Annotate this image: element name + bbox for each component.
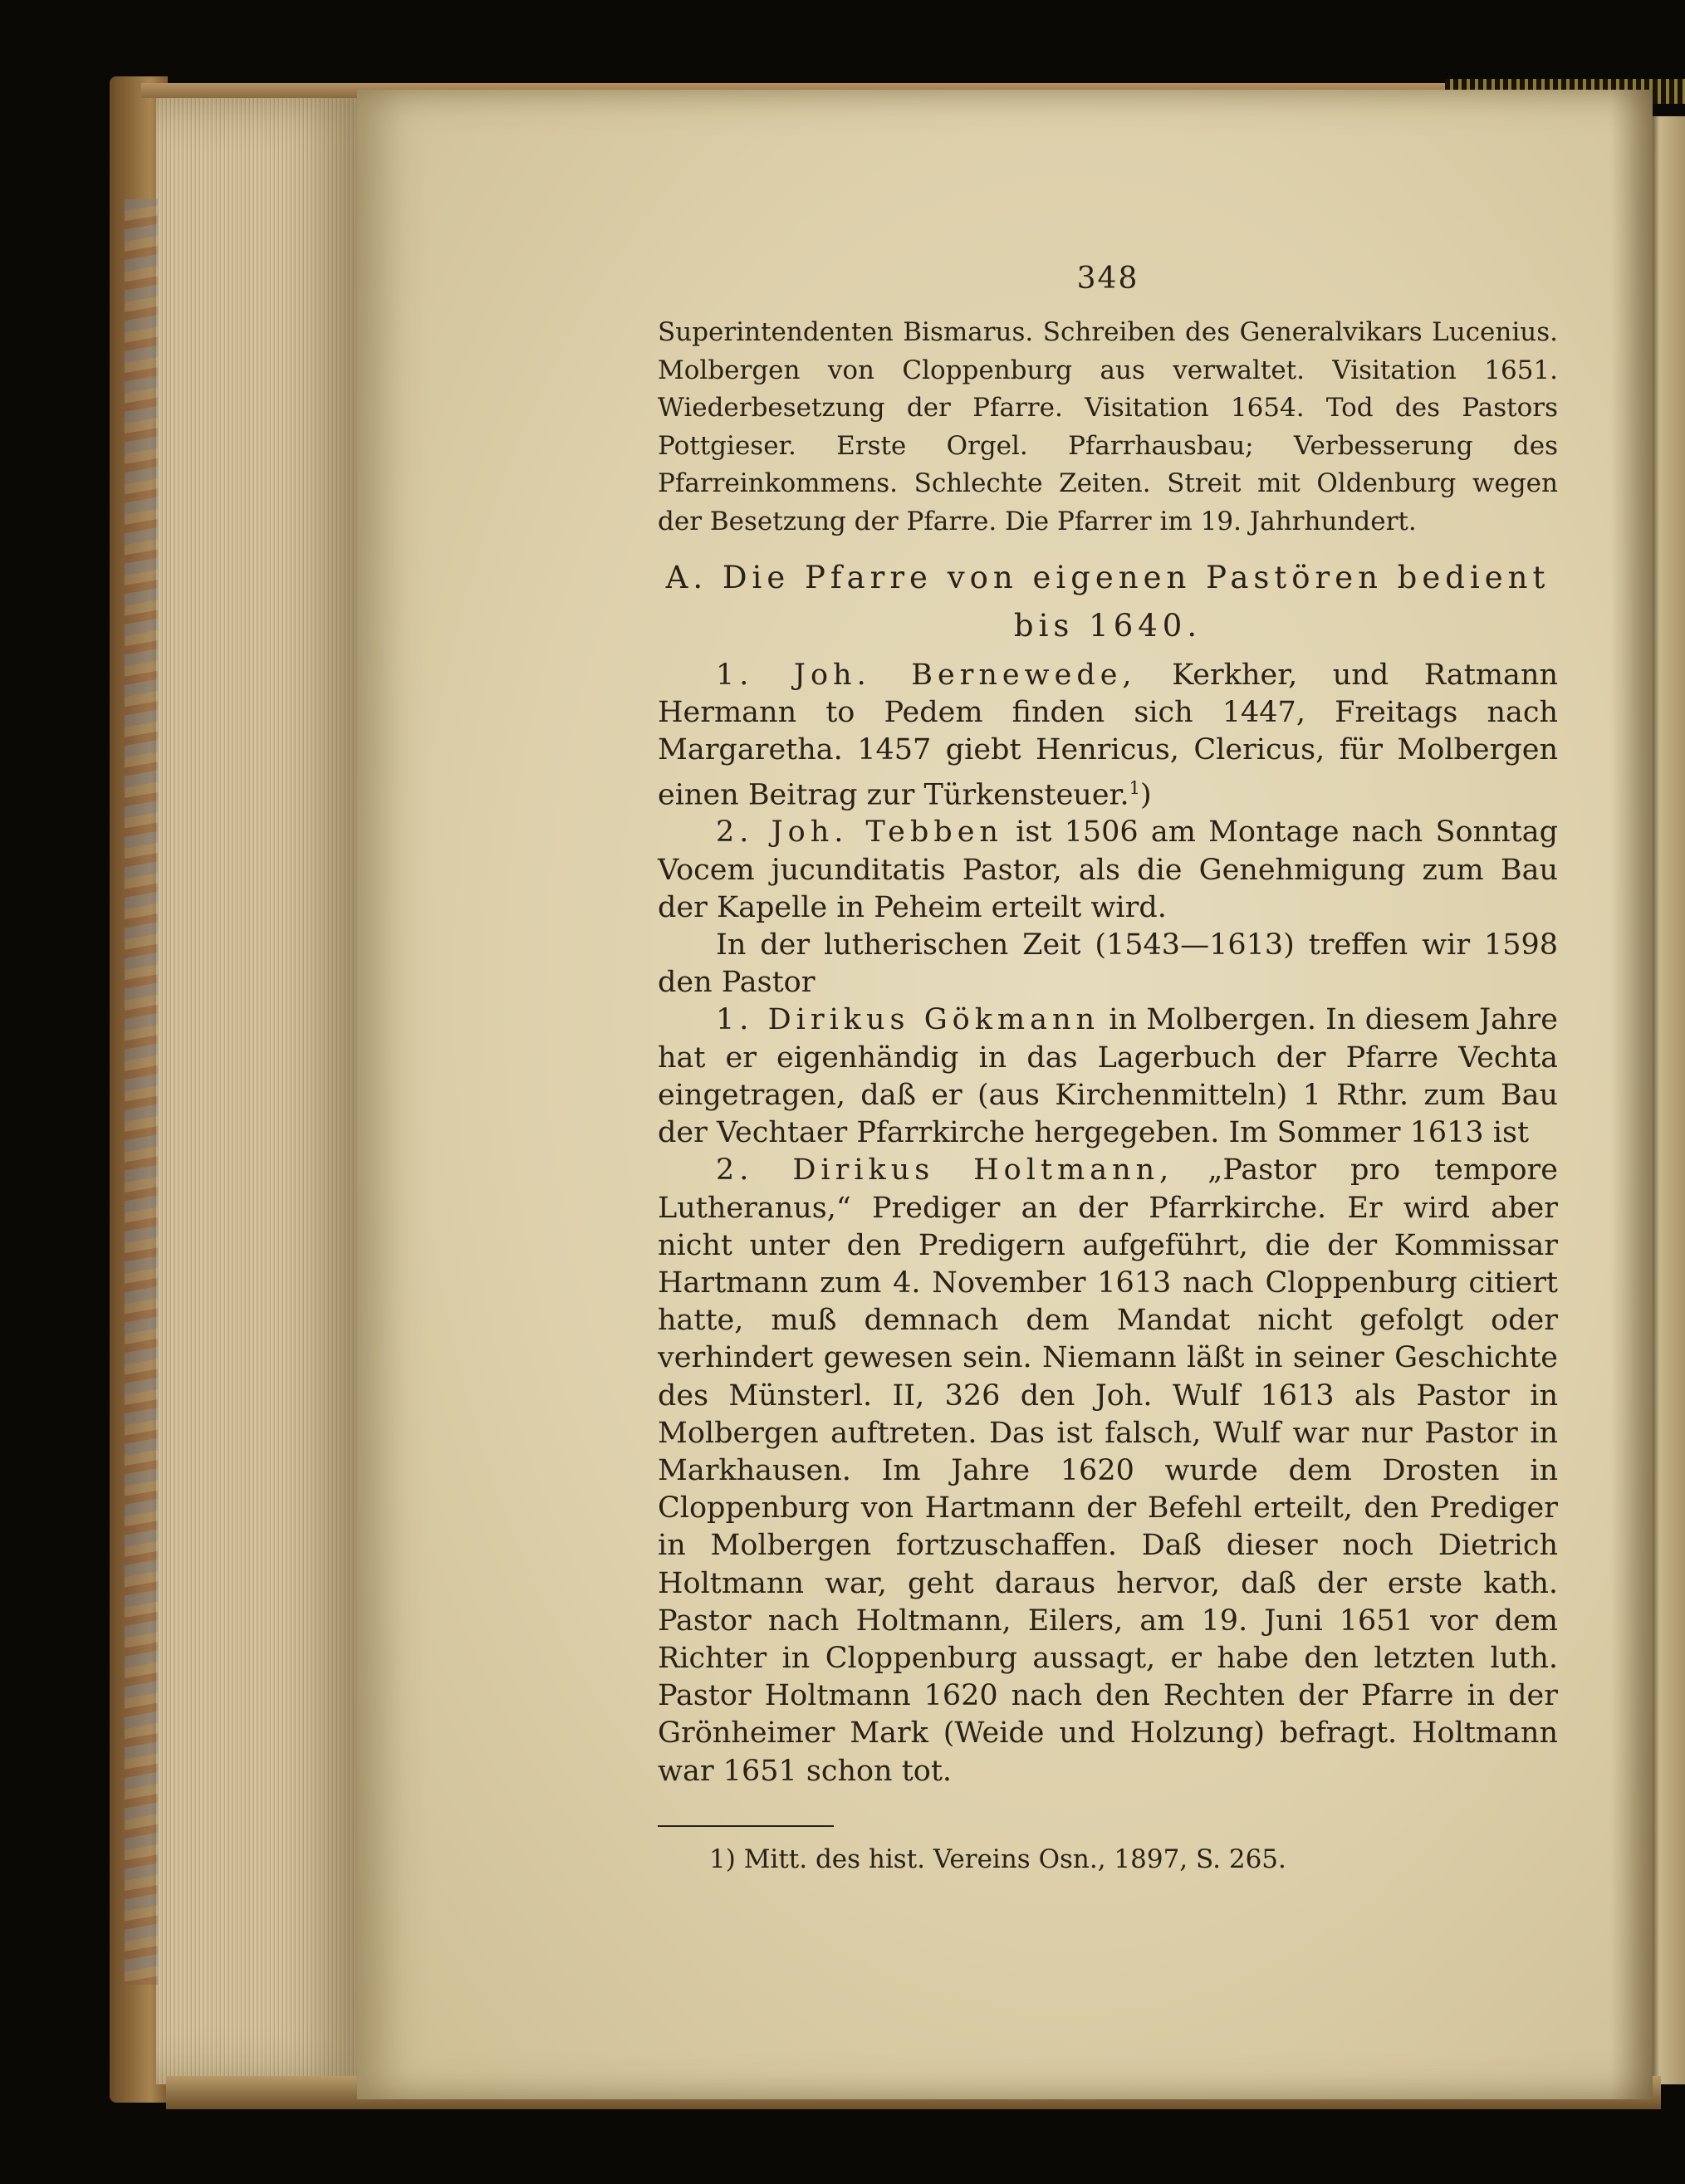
footnote-text: Mitt. des hist. Vereins Osn., 1897, S. 265. [743, 1844, 1286, 1874]
footnote-divider [658, 1825, 834, 1827]
paragraph-3 [658, 927, 1558, 1001]
chapter-summary: Superintendenten Bismarus. Schreiben des Generalvikars Lucenius. Molbergen von Cloppenburg aus verwaltet. Visitation 1651. Wiederbesetzung der Pfarre. Visitation 1654. Tod des Pastors Pottgieser. Erste Orgel. Pfarrhausbau; Verbesserung des Pfarreinkommens. Schlechte Zeiten. Streit mit Oldenburg wegen der Besetzung der Pfarre. Die Pfarrer im 19. Jahrhundert. [658, 317, 1558, 536]
marbled-edge [125, 199, 158, 1985]
spine-shadow [1611, 90, 1653, 2099]
paragraph-text: ist 1506 am Montage nach Sonntag Vocem jucunditatis Pastor, als die Genehmigung zum Bau der Kapelle in Peheim erteilt wird. [658, 815, 1558, 924]
page-text [658, 262, 1558, 1877]
footnote [709, 1842, 1558, 1877]
paragraph-2 [658, 814, 1558, 927]
section-heading-line2: bis 1640. [1013, 608, 1203, 644]
paragraph-lead: 2. Dirikus Holtmann, [716, 1153, 1174, 1187]
paragraph-1 [658, 657, 1558, 814]
paragraph-lead: 2. Joh. Tebben [716, 815, 1003, 850]
paragraph-lead: 1. Joh. Bernewede, [716, 659, 1137, 692]
paragraph-text: Kerkher, und Ratmann Hermann to Pedem finden sich 1447, Freitags nach Margaretha. 1457 giebt Henricus, Clericus, für Molbergen einen Beitrag zur Türkensteuer. [658, 659, 1558, 812]
page-stack-fore-edge [156, 98, 364, 2084]
paragraph-5 [658, 1152, 1558, 1790]
footnote-ref-paren: ) [1139, 778, 1152, 812]
section-heading [658, 554, 1558, 650]
paragraph-text: in Molbergen. In diesem Jahre hat er eigenhändig in das Lagerbuch der Pfarre Vechta eingetragen, daß er (aus Kirchenmitteln) 1 Rthr. zum Bau der Vechtaer Pfarrkirche hergegeben. Im Sommer 1613 ist [658, 1003, 1558, 1150]
paragraph-text: „Pastor pro tempore Lutheranus,“ Prediger an der Pfarrkirche. Er wird aber nicht unter den Predigern aufgeführt, die der Kommissar Hartmann zum 4. November 1613 nach Cloppenburg citiert hatte, muß demnach dem Mandat nicht gefolgt oder verhindert gewesen sein. Niemann läßt in seiner Geschichte des Münsterl. II, 326 den Joh. Wulf 1613 als Pastor in Molbergen auftreten. Das ist falsch, Wulf war nur Pastor in Markhausen. Im Jahre 1620 wurde dem Drosten in Cloppenburg von Hartmann der Befehl erteilt, den Prediger in Molbergen fortzuschaffen. Daß dieser noch Dietrich Holtmann war, geht daraus hervor, daß der erste kath. Pastor nach Holtmann, Eilers, am 19. Juni 1651 vor dem Richter in Cloppenburg aussagt, er habe den letzten luth. Pastor Holtmann 1620 nach den Rechten der Pfarre in der Grönheimer Mark (Weide und Holzung) befragt. Holtmann war 1651 schon tot. [658, 1153, 1558, 1788]
footnote-ref: 1 [1129, 777, 1140, 798]
right-page-edge [1648, 116, 1685, 2084]
paragraph-4 [658, 1001, 1558, 1152]
page-number: 348 [1076, 262, 1139, 296]
section-heading-line1: A. Die Pfarre von eigenen Pastören bedient [665, 560, 1550, 595]
paragraph-text: In der lutherischen Zeit (1543—1613) treffen wir 1598 den Pastor [658, 928, 1558, 1000]
footnote-marker: 1) [709, 1844, 736, 1874]
paragraph-lead: 1. Dirikus Gökmann [716, 1003, 1100, 1037]
